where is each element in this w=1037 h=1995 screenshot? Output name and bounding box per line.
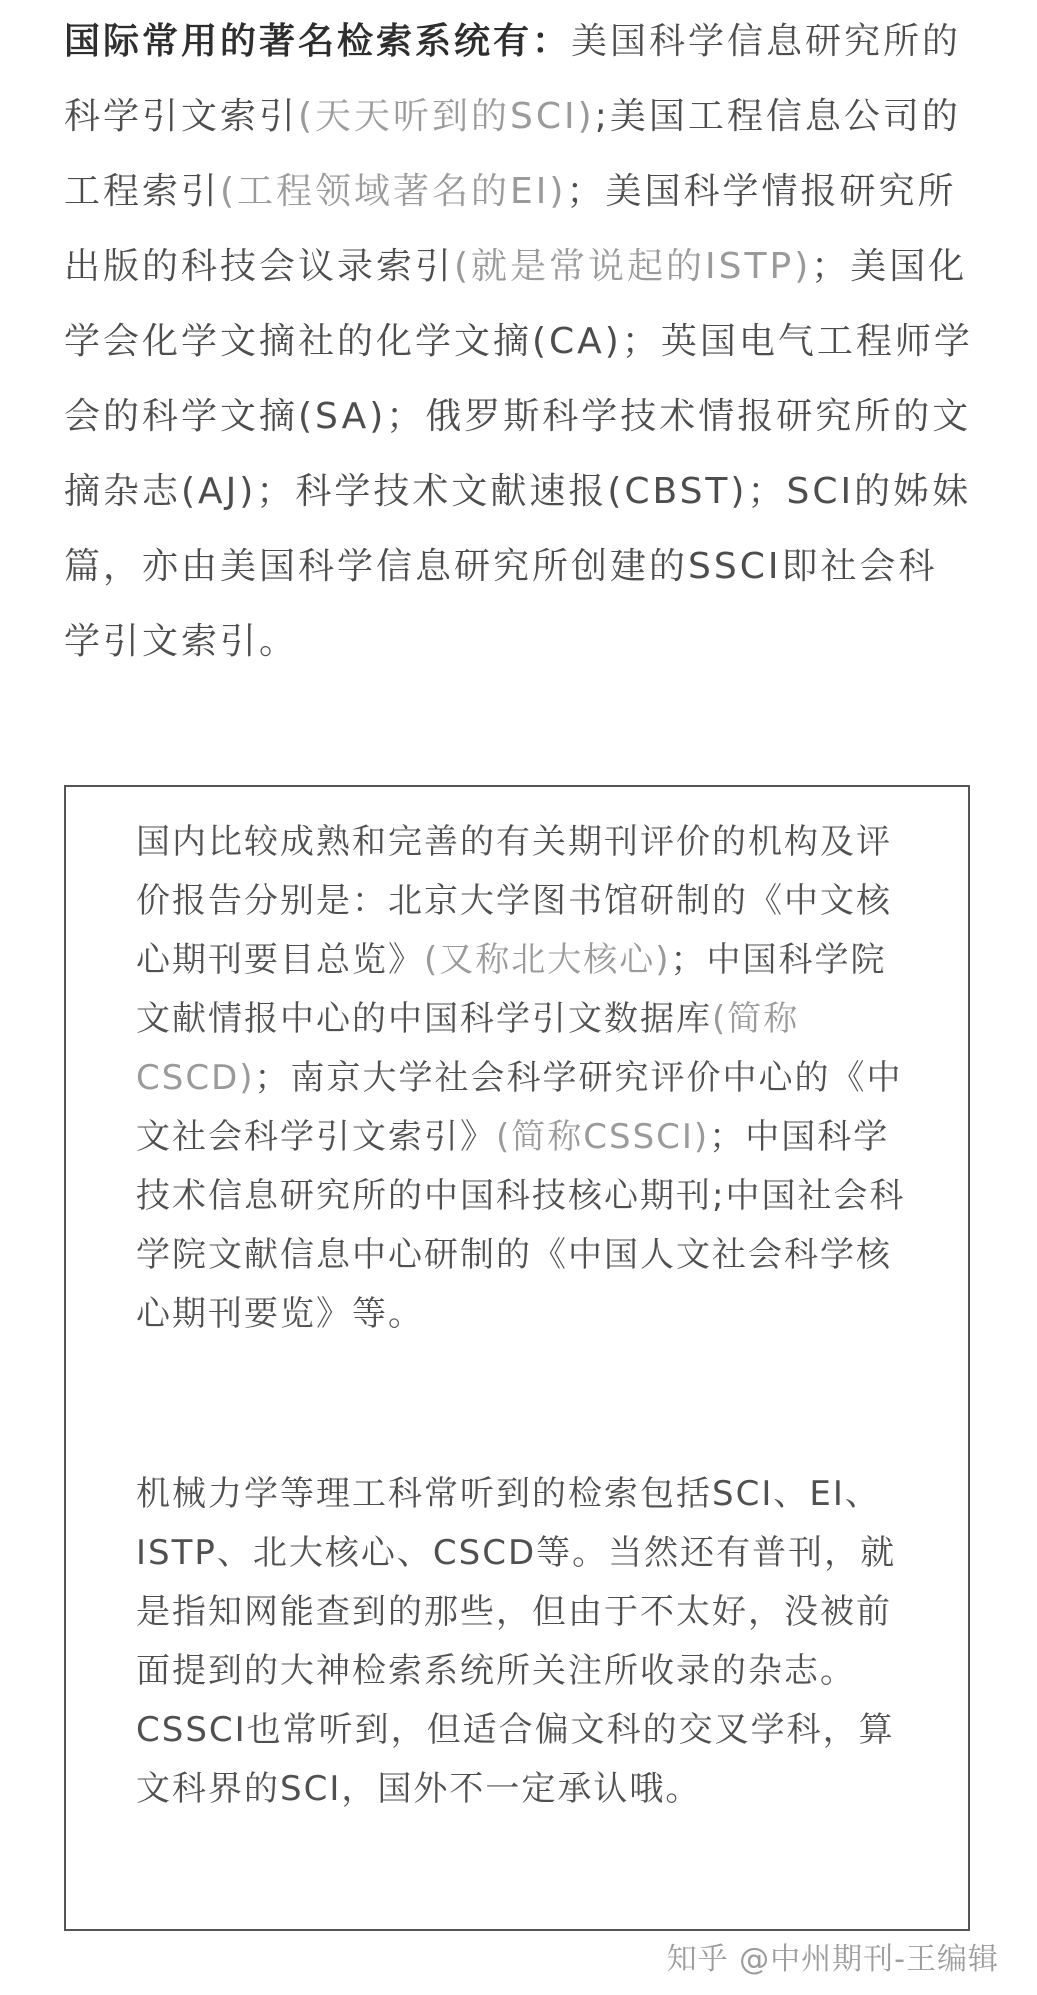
watermark: 知乎 @中州期刊-王编辑 xyxy=(666,1942,999,1977)
box-note: (又称北大核心) xyxy=(424,940,671,980)
intro-text: ；美国科学情报研究所出版的科技会议录索引 xyxy=(64,171,957,287)
box-text: ；中国科学院文献情报中心的中国科学引文数据库 xyxy=(136,940,887,1039)
intro-note: (就是常说起的ISTP) xyxy=(454,246,812,287)
intro-lead: 国际常用的著名检索系统有： xyxy=(64,21,572,62)
box-paragraph-2: 机械力学等理工科常听到的检索包括SCI、EI、ISTP、北大核心、CSCD等。当然还有普刊，就是指知网能查到的那些，但由于不太好，没被前面提到的大神检索系统所关注所收录的杂志。CSSCI也常听到，但适合偏文科的交叉学科，算文科界的SCI，国外不一定承认哦。 xyxy=(136,1474,897,1809)
box-text: ；南京大学社会科学研究评价中心的《中文社会科学引文索引》 xyxy=(136,1058,903,1157)
box-note: (简称CSSCI) xyxy=(496,1117,710,1157)
box-text: 国内比较成熟和完善的有关期刊评价的机构及评价报告分别是：北京大学图书馆研制的《中文核心期刊要目总览》 xyxy=(136,822,892,980)
quote-box xyxy=(64,785,970,1931)
intro-note: (工程领域著名的EI) xyxy=(220,171,567,212)
box-note: (简称CSCD) xyxy=(136,999,800,1098)
box-text: ；中国科学技术信息研究所的中国科技核心期刊;中国社会科学院文献信息中心研制的《中国人文社会科学核心期刊要览》等。 xyxy=(136,1117,906,1334)
intro-note: (天天听到的SCI) xyxy=(298,96,595,137)
intro-text: 美国科学信息研究所的科学引文索引 xyxy=(64,21,962,137)
intro-text: ;美国工程信息公司的工程索引 xyxy=(64,96,961,212)
intro-text: ；美国化学会化学文摘社的化学文摘(CA)；英国电气工程师学会的科学文摘(SA)；俄罗斯科学技术情报研究所的文摘杂志(AJ)；科学技术文献速报(CBST)；SCI的姊妹篇，亦由美国科学信息研究所创建的SSCI即社会科学引文索引。 xyxy=(64,246,973,662)
intro-paragraph xyxy=(64,4,976,679)
box-paragraph-1 xyxy=(136,813,916,1344)
